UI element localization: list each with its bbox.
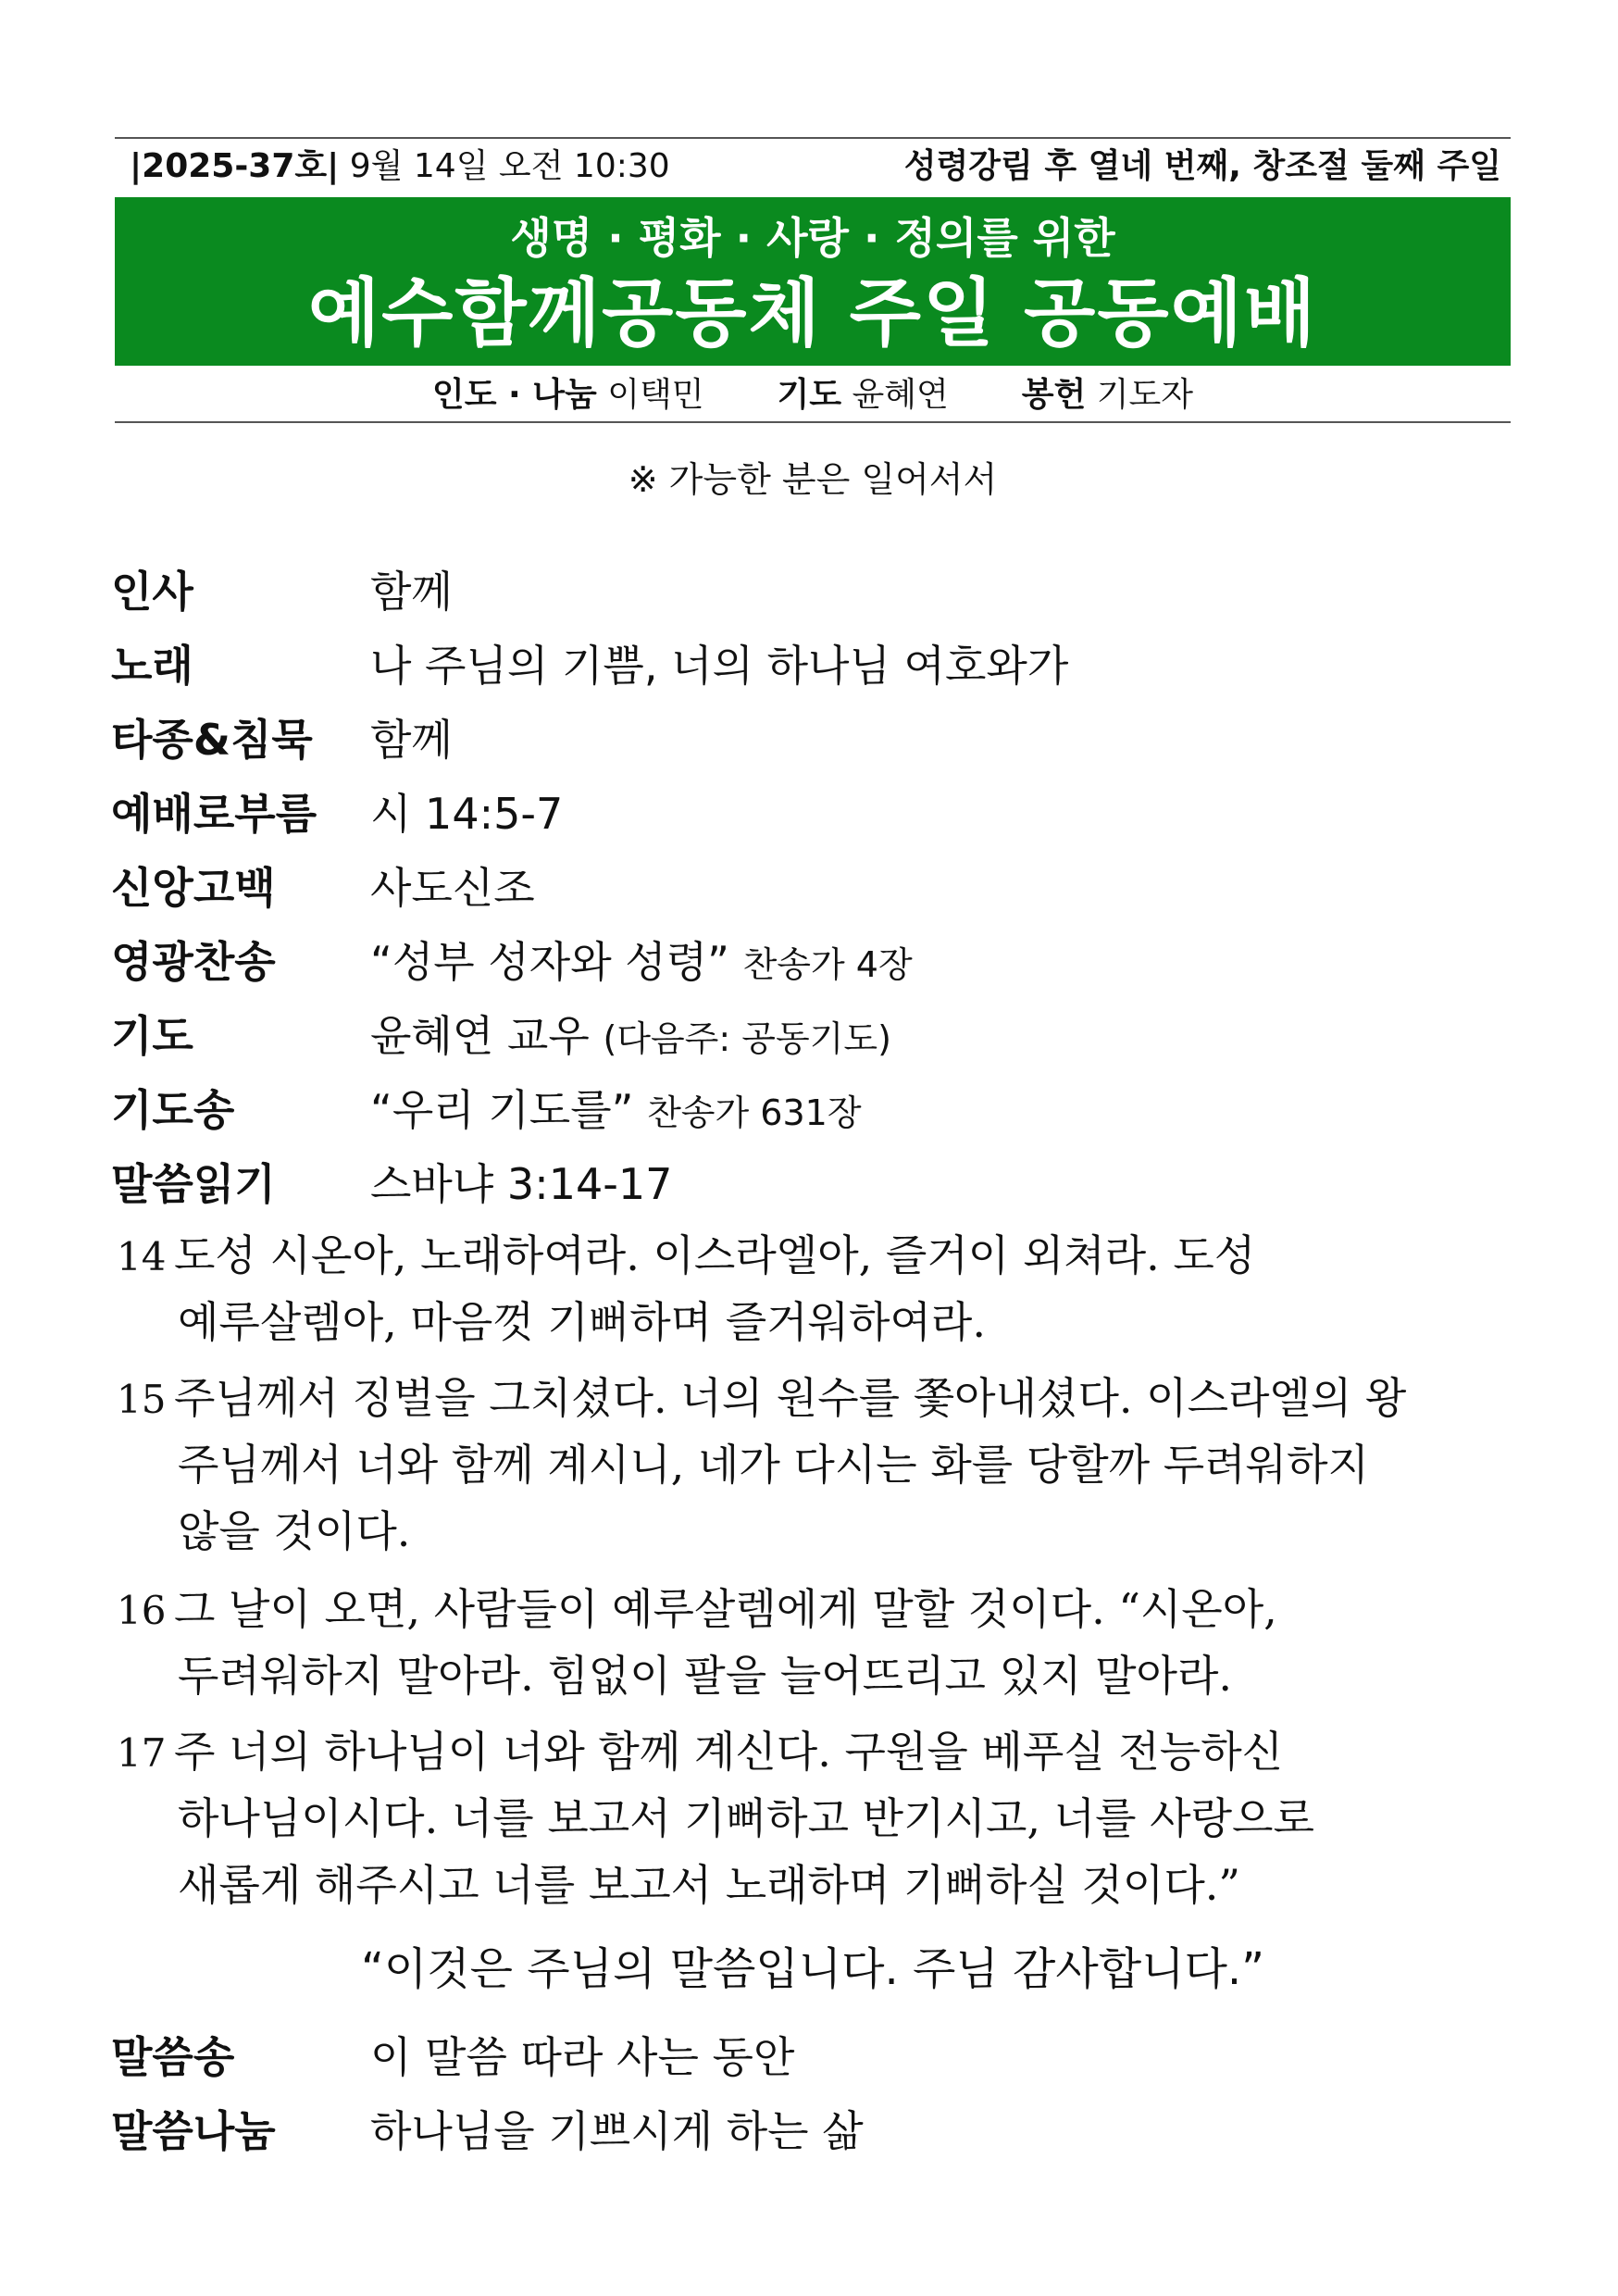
- hymn-number: 찬송가 631장: [647, 1092, 862, 1133]
- order-item-scripture-song: [111, 2023, 1509, 2091]
- top-rule: [115, 137, 1511, 139]
- standing-note: ※ 가능한 분은 일어서서: [628, 459, 998, 500]
- order-label: 영광찬송: [111, 937, 276, 987]
- hymn-number: 찬송가 4장: [742, 944, 913, 985]
- order-label: 기도송: [111, 1085, 235, 1135]
- scripture-verse-16: [117, 1576, 1505, 1709]
- order-value: “성부 성자와 성령”: [370, 937, 729, 987]
- order-item-prayer: [111, 1002, 1509, 1070]
- scripture-verse-15: [117, 1365, 1505, 1565]
- order-value-group: [370, 928, 913, 999]
- title-banner: [115, 197, 1511, 366]
- order-item-scripture-reading: [111, 1150, 1509, 1218]
- order-value: 이 말씀 따라 사는 동안: [370, 2032, 795, 2082]
- verse-line: 하나님이시다. 너를 보고서 기뻐하고 반기시고, 너를 사랑으로: [178, 1793, 1314, 1843]
- order-value-group: [370, 1076, 862, 1147]
- order-item-greeting: [111, 557, 1509, 626]
- order-value: 시 14:5-7: [370, 789, 564, 839]
- order-item-bell-silence: [111, 705, 1509, 774]
- issue-date: [130, 143, 670, 191]
- order-item-gloria: [111, 928, 1509, 996]
- verse-line: 예루살렘아, 마음껏 기뻐하며 즐거워하여라.: [178, 1297, 986, 1347]
- order-item-call-to-worship: [111, 780, 1509, 848]
- order-label: 기도: [111, 1011, 193, 1061]
- order-item-sermon: [111, 2097, 1509, 2165]
- leader-name: 윤혜연: [852, 376, 949, 414]
- order-item-prayer-song: [111, 1076, 1509, 1144]
- date-time: 9월 14일 오전 10:30: [349, 147, 670, 185]
- verse-line: 주님께서 징벌을 그치셨다. 너의 원수를 쫓아내셨다. 이스라엘의 왕: [174, 1373, 1407, 1423]
- order-label: 타종&침묵: [111, 715, 313, 765]
- verse-line: 새롭게 해주시고 너를 보고서 노래하며 기뻐하실 것이다.”: [178, 1860, 1240, 1910]
- order-item-song: [111, 631, 1509, 700]
- issue-number: |2025-37호|: [130, 147, 340, 185]
- verse-line: 도성 시온아, 노래하여라. 이스라엘아, 즐거이 외쳐라. 도성: [174, 1230, 1256, 1280]
- order-label: 말씀읽기: [111, 1159, 276, 1209]
- next-week-note: (다음주: 공동기도): [603, 1018, 891, 1059]
- order-label: 말씀송: [111, 2032, 235, 2082]
- verse-line: 않을 것이다.: [178, 1506, 411, 1556]
- verse-line: 주 너의 하나님이 너와 함께 계신다. 구원을 베푸실 전능하신: [174, 1727, 1284, 1777]
- banner-subtitle: 생명 · 평화 · 사랑 · 정의를 위한: [510, 213, 1115, 263]
- scripture-verse-14: [117, 1222, 1505, 1355]
- leaders-row: [115, 372, 1511, 418]
- verse-number: 14: [117, 1234, 167, 1279]
- order-value: 하나님을 기쁘시게 하는 삶: [370, 2106, 864, 2156]
- order-value-group: [370, 1002, 891, 1073]
- liturgical-season: 성령강림 후 열네 번째, 창조절 둘째 주일: [903, 147, 1501, 185]
- leader-name: 기도자: [1096, 376, 1194, 414]
- issue-row: [130, 143, 1501, 191]
- order-value: 윤혜연 교우: [370, 1011, 590, 1061]
- verse-line: 그 날이 오면, 사람들이 예루살렘에게 말할 것이다. “시온아,: [174, 1584, 1277, 1634]
- leader-role: 기도: [777, 376, 842, 414]
- verse-line: 주님께서 너와 함께 계시니, 네가 다시는 화를 당할까 두려워하지: [178, 1440, 1369, 1490]
- verse-number: 16: [117, 1588, 167, 1633]
- banner-title: 예수함께공동체 주일 공동예배: [307, 270, 1318, 356]
- verse-number: 15: [117, 1377, 167, 1422]
- order-value: 스바냐 3:14-17: [370, 1159, 673, 1209]
- order-label: 말씀나눔: [111, 2106, 276, 2156]
- order-value: 함께: [370, 567, 453, 617]
- order-item-creed: [111, 854, 1509, 922]
- leader-role: 봉헌: [1021, 376, 1087, 414]
- order-value: 나 주님의 기쁨, 너의 하나님 여호와가: [370, 641, 1069, 691]
- order-label: 신앙고백: [111, 863, 276, 913]
- leader-role: 인도 · 나눔: [431, 376, 597, 414]
- scripture-response: “이것은 주님의 말씀입니다. 주님 감사합니다.”: [361, 1943, 1264, 1995]
- order-label: 예배로부름: [111, 789, 317, 839]
- order-value: 함께: [370, 715, 453, 765]
- scripture-verse-17: [117, 1718, 1505, 1918]
- order-value: “우리 기도를”: [370, 1085, 634, 1135]
- leaders-rule: [115, 421, 1511, 423]
- verse-line: 두려워하지 말아라. 힘없이 팔을 늘어뜨리고 있지 말아라.: [178, 1651, 1233, 1701]
- leader-name: 이택민: [607, 376, 704, 414]
- order-label: 노래: [111, 641, 193, 691]
- order-value: 사도신조: [370, 863, 535, 913]
- verse-number: 17: [117, 1730, 167, 1776]
- order-label: 인사: [111, 567, 193, 617]
